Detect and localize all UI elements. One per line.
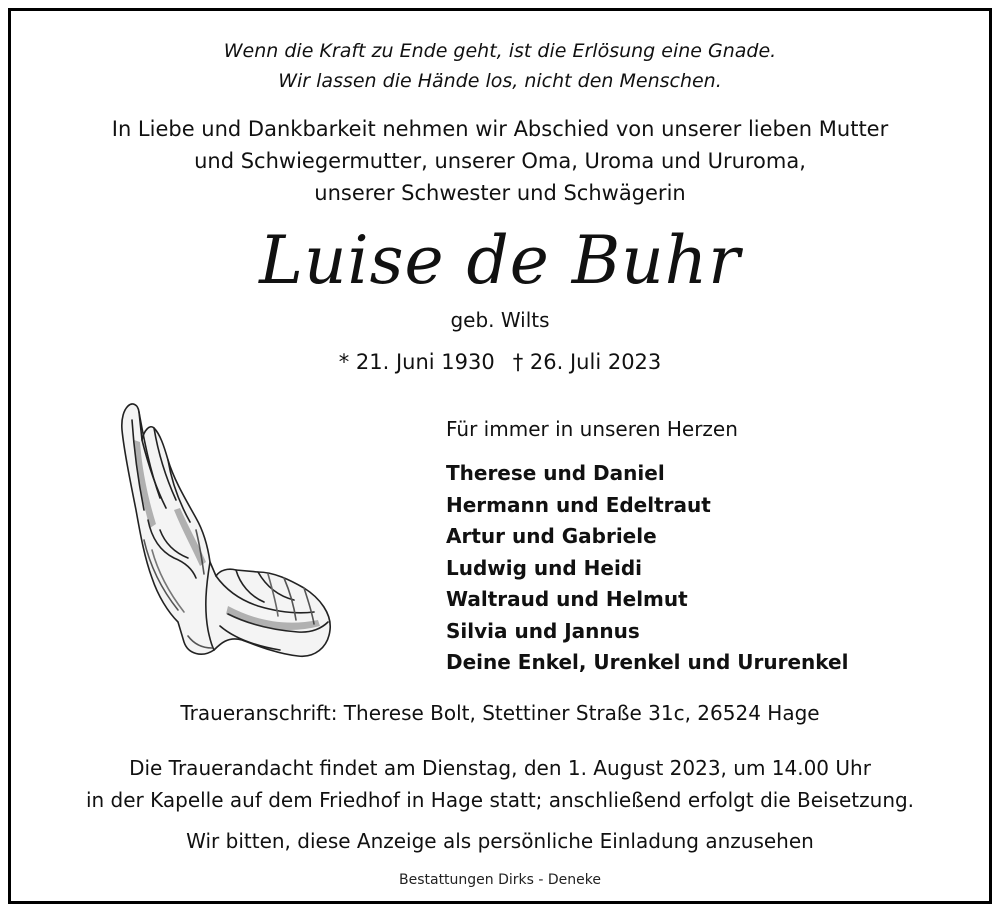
praying-hands-icon — [108, 400, 338, 662]
motto-line-1: Wenn die Kraft zu Ende geht, ist die Erlösung eine Gnade. — [223, 40, 777, 62]
intro-line-1: In Liebe und Dankbarkeit nehmen wir Abschied von unserer lieben Mutter — [111, 117, 889, 141]
service-line-1: Die Trauerandacht findet am Dienstag, den 1. August 2023, um 14.00 Uhr — [129, 756, 871, 780]
intro-line-3: unserer Schwester und Schwägerin — [314, 181, 686, 205]
service-info — [0, 752, 1000, 816]
list-item: Artur und Gabriele — [446, 524, 657, 548]
list-item: Ludwig und Heidi — [446, 555, 642, 580]
birth-name: geb. Wilts — [450, 308, 550, 332]
list-item: Therese und Daniel — [446, 461, 665, 485]
mourners-list — [446, 458, 848, 679]
list-item: Waltraud und Helmut — [446, 587, 688, 611]
service-line-2: in der Kapelle auf dem Friedhof in Hage statt; anschließend erfolgt die Beisetzung. — [85, 788, 915, 812]
mourners-block — [446, 414, 848, 679]
life-dates — [0, 347, 1000, 377]
mourners-heading: Für immer in unseren Herzen — [446, 417, 738, 441]
motto — [0, 36, 1000, 96]
death-date: † 26. Juli 2023 — [512, 350, 662, 374]
deceased-name: Luise de Buhr — [259, 222, 741, 299]
undertaker-credit: Bestattungen Dirks - Deneke — [398, 872, 601, 888]
intro-line-2: und Schwiegermutter, unserer Oma, Uroma und Ururoma, — [194, 149, 806, 173]
list-item: Deine Enkel, Urenkel und Ururenkel — [446, 650, 849, 674]
motto-line-2: Wir lassen die Hände los, nicht den Menschen. — [278, 70, 722, 92]
mourning-address: Traueranschrift: Therese Bolt, Stettiner Straße 31c, 26524 Hage — [180, 701, 820, 725]
intro-text — [0, 113, 1000, 209]
list-item: Silvia und Jannus — [446, 618, 640, 643]
invitation-note: Wir bitten, diese Anzeige als persönliche Einladung anzusehen — [186, 829, 814, 853]
birth-date: * 21. Juni 1930 — [338, 350, 495, 374]
list-item: Hermann und Edeltraut — [446, 492, 711, 517]
